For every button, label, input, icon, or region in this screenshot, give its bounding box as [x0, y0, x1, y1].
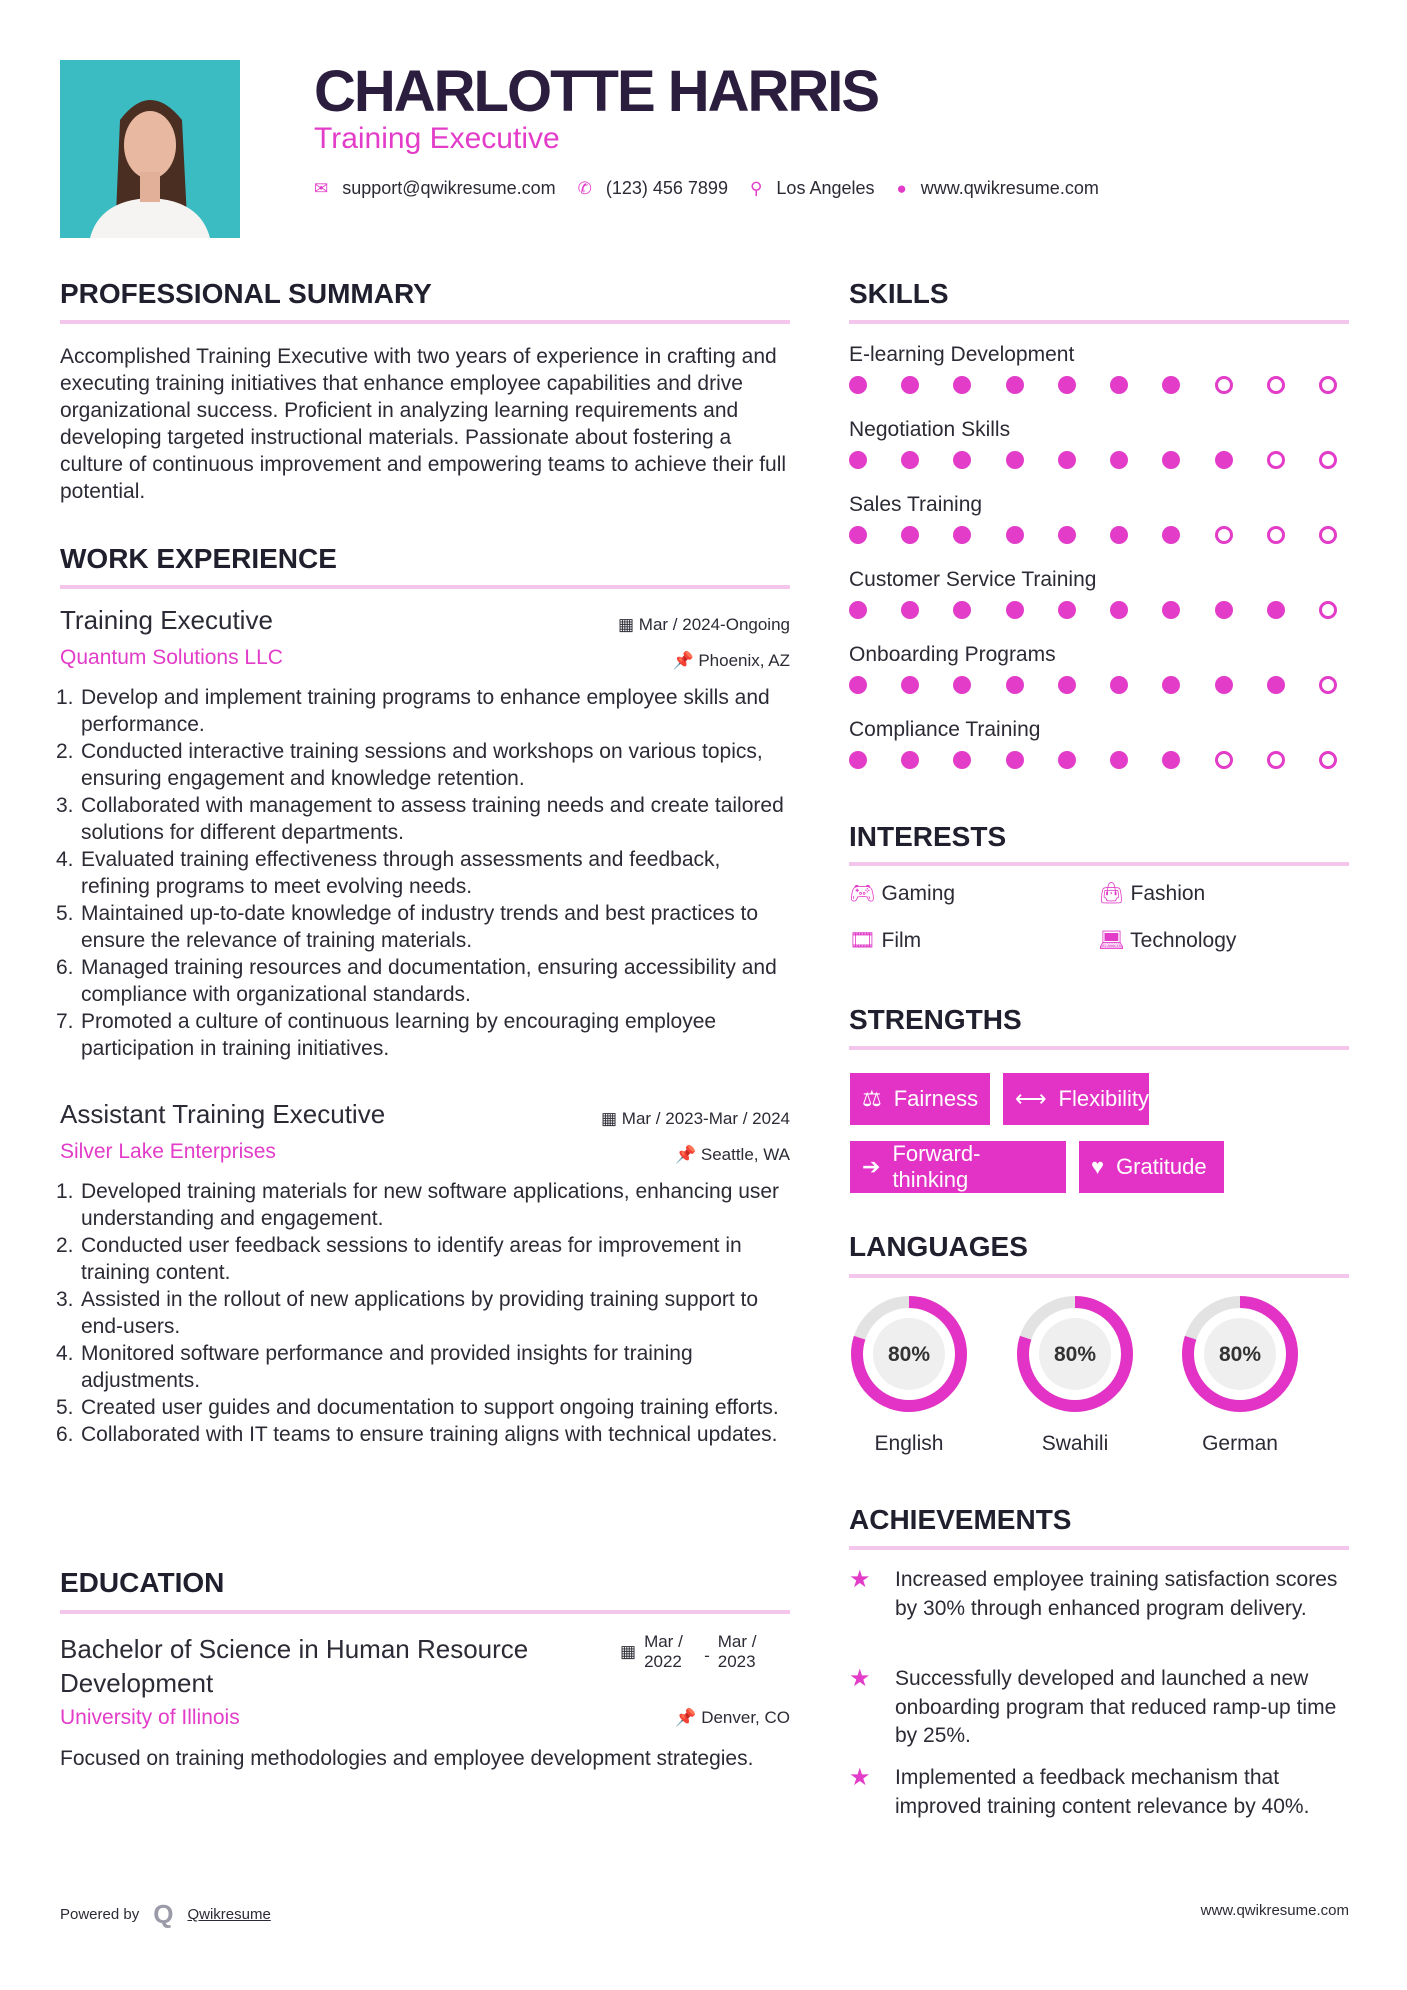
- interest-item: 🎞︎ Film: [849, 929, 922, 952]
- skill-name: Sales Training: [849, 493, 983, 516]
- job-duties: [56, 1178, 790, 1448]
- list-item: 1. Developed training materials for new software applications, enhancing user understanding and engagement.: [56, 1180, 780, 1230]
- skill-item: [849, 493, 1349, 568]
- rating-dot-filled: [1006, 601, 1024, 619]
- interest-item: 👜︎ Fashion: [1098, 882, 1206, 905]
- language-item: [848, 1293, 970, 1456]
- skill-name: E-learning Development: [849, 343, 1075, 366]
- rating-dot-filled: [1162, 676, 1180, 694]
- pushpin-icon: 📌: [674, 1145, 701, 1164]
- rating-dot-filled: [953, 451, 971, 469]
- job-entry: [56, 1099, 790, 1448]
- summary-text: Accomplished Training Executive with two years of experience in crafting and executing training initiatives that enhance employee capabilities and drive organizational success. Proficient in analyzing learning requirements and developing targeted instructional materials. Passionate about fostering a culture of continuous improvement and empowering teams to achieve their full potential.: [60, 345, 787, 503]
- contact-website[interactable]: www.qwikresume.com: [920, 178, 1099, 198]
- list-item: 1. Develop and implement training programs to enhance employee skills and performance.: [56, 686, 770, 736]
- calendar-icon: ▦: [618, 615, 639, 634]
- rating-dot-filled: [1058, 451, 1076, 469]
- skills-heading: SKILLS: [849, 278, 949, 309]
- skill-name: Compliance Training: [849, 718, 1041, 741]
- film-icon: 🎞︎: [849, 929, 876, 952]
- rating-dot-empty: [1215, 526, 1233, 544]
- rating-dot-empty: [1215, 751, 1233, 769]
- strength-badge: ⟷ Flexibility: [1003, 1073, 1149, 1125]
- language-progress-ring: [848, 1293, 970, 1415]
- skill-item: [849, 418, 1349, 493]
- rating-dot-filled: [849, 451, 867, 469]
- education-description: Focused on training methodologies and employee development strategies.: [60, 1747, 754, 1770]
- rating-dot-filled: [1058, 526, 1076, 544]
- rating-dot-filled: [901, 676, 919, 694]
- skill-rating: [849, 751, 1337, 769]
- language-percent: 80%: [1218, 1343, 1262, 1366]
- rating-dot-filled: [953, 676, 971, 694]
- strength-badge: ♥ Gratitude: [1079, 1141, 1224, 1193]
- rating-dot-filled: [1162, 451, 1180, 469]
- rating-dot-filled: [1006, 526, 1024, 544]
- job-location: 📌 Seattle, WA: [674, 1145, 790, 1164]
- candidate-name: CHARLOTTE HARRIS: [314, 59, 879, 124]
- rating-dot-filled: [953, 601, 971, 619]
- divider: [849, 1046, 1349, 1050]
- rating-dot-filled: [901, 451, 919, 469]
- job-duties: [56, 684, 790, 1062]
- language-name: Swahili: [1041, 1432, 1109, 1455]
- rating-dot-filled: [849, 526, 867, 544]
- rating-dot-filled: [1006, 451, 1024, 469]
- rating-dot-filled: [953, 376, 971, 394]
- languages-heading: LANGUAGES: [849, 1231, 1028, 1262]
- qwikresume-logo-icon: Q: [153, 1899, 174, 1929]
- rating-dot-filled: [1058, 676, 1076, 694]
- job-title: Assistant Training Executive: [60, 1099, 386, 1129]
- rating-dot-filled: [1215, 601, 1233, 619]
- skills-list: [849, 343, 1349, 793]
- rating-dot-filled: [953, 751, 971, 769]
- contact-location: Los Angeles: [776, 178, 875, 198]
- qwikresume-link[interactable]: Qwikresume: [187, 1906, 271, 1923]
- rating-dot-filled: [1162, 376, 1180, 394]
- list-item: 2. Conducted user feedback sessions to identify areas for improvement in training content.: [56, 1234, 742, 1284]
- rating-dot-filled: [1110, 751, 1128, 769]
- pushpin-icon: 📌: [675, 1708, 702, 1727]
- skill-rating: [849, 376, 1337, 394]
- interests-heading: INTERESTS: [849, 821, 1007, 852]
- rating-dot-empty: [1267, 751, 1285, 769]
- skill-name: Onboarding Programs: [849, 643, 1056, 666]
- list-item: 5. Created user guides and documentation to support ongoing training efforts.: [56, 1396, 779, 1419]
- strength-badge: ⚖ Fairness: [850, 1073, 990, 1125]
- pushpin-icon: 📌: [672, 651, 699, 670]
- rating-dot-empty: [1319, 601, 1337, 619]
- rating-dot-filled: [849, 676, 867, 694]
- divider: [849, 1546, 1349, 1550]
- skill-item: [849, 568, 1349, 643]
- rating-dot-empty: [1267, 376, 1285, 394]
- strength-badge: ➔ Forward-thinking: [850, 1141, 1066, 1193]
- achievement-item: ★ Implemented a feedback mechanism that improved training content relevance by 40%.: [849, 1764, 1310, 1818]
- rating-dot-filled: [953, 526, 971, 544]
- education-dates: ▦ Mar / 2022 - Mar / 2023: [620, 1632, 757, 1671]
- rating-dot-filled: [1267, 601, 1285, 619]
- skill-item: [849, 643, 1349, 718]
- job-location: 📌 Phoenix, AZ: [672, 651, 790, 670]
- education-location: 📌 Denver, CO: [675, 1708, 790, 1727]
- job-dates: ▦ Mar / 2024-Ongoing: [618, 615, 790, 634]
- rating-dot-filled: [849, 376, 867, 394]
- experience-heading: WORK EXPERIENCE: [60, 543, 337, 574]
- language-progress-ring: [1014, 1293, 1136, 1415]
- company-name: Quantum Solutions LLC: [60, 646, 283, 669]
- balance-scale-icon: ⚖: [862, 1086, 882, 1111]
- company-name: Silver Lake Enterprises: [60, 1140, 276, 1163]
- rating-dot-filled: [849, 601, 867, 619]
- rating-dot-empty: [1319, 526, 1337, 544]
- degree-title: Bachelor of Science in Human Resource Development: [60, 1634, 529, 1698]
- list-item: 7. Promoted a culture of continuous learning by encouraging employee participation in training initiatives.: [56, 1010, 717, 1060]
- rating-dot-filled: [1162, 601, 1180, 619]
- language-percent: 80%: [1053, 1343, 1097, 1366]
- rating-dot-filled: [1162, 751, 1180, 769]
- contact-email[interactable]: support@qwikresume.com: [342, 178, 556, 198]
- skill-rating: [849, 451, 1337, 469]
- star-icon: ★: [849, 1764, 871, 1791]
- skill-rating: [849, 526, 1337, 544]
- profile-photo: [60, 60, 240, 238]
- job-title: Training Executive: [60, 605, 273, 635]
- interest-item: 💻︎ Technology: [1098, 929, 1237, 952]
- contact-phone[interactable]: (123) 456 7899: [605, 178, 728, 198]
- job-dates: ▦ Mar / 2023-Mar / 2024: [601, 1109, 790, 1128]
- rating-dot-empty: [1267, 451, 1285, 469]
- rating-dot-filled: [901, 526, 919, 544]
- rating-dot-filled: [1006, 676, 1024, 694]
- divider: [60, 585, 790, 589]
- rating-dot-empty: [1319, 376, 1337, 394]
- summary-heading: PROFESSIONAL SUMMARY: [60, 278, 432, 309]
- globe-icon: ●: [896, 178, 907, 198]
- achievements-heading: ACHIEVEMENTS: [849, 1504, 1072, 1535]
- rating-dot-filled: [1267, 676, 1285, 694]
- rating-dot-filled: [1110, 376, 1128, 394]
- divider: [60, 320, 790, 324]
- rating-dot-empty: [1215, 376, 1233, 394]
- list-item: 4. Evaluated training effectiveness through assessments and feedback, refining programs to meet evolving needs.: [56, 848, 721, 898]
- gamepad-icon: 🎮︎: [849, 882, 876, 905]
- contact-bar: [314, 178, 1121, 199]
- calendar-icon: ▦: [601, 1109, 622, 1128]
- rating-dot-filled: [1110, 676, 1128, 694]
- rating-dot-empty: [1319, 751, 1337, 769]
- star-icon: ★: [849, 1665, 871, 1692]
- skill-name: Customer Service Training: [849, 568, 1097, 591]
- school-name: University of Illinois: [60, 1706, 240, 1729]
- skill-rating: [849, 676, 1337, 694]
- job-entry: [56, 605, 790, 1062]
- rating-dot-filled: [1162, 526, 1180, 544]
- rating-dot-filled: [901, 751, 919, 769]
- list-item: 4. Monitored software performance and provided insights for training adjustments.: [56, 1342, 693, 1392]
- rating-dot-filled: [1058, 751, 1076, 769]
- achievement-item: ★ Successfully developed and launched a new onboarding program that reduced ramp-up time by 25%.: [849, 1665, 1337, 1747]
- rating-dot-filled: [1110, 451, 1128, 469]
- skill-item: [849, 343, 1349, 418]
- divider: [60, 1610, 790, 1614]
- rating-dot-filled: [901, 376, 919, 394]
- candidate-title: Training Executive: [314, 122, 560, 155]
- skill-item: [849, 718, 1349, 793]
- laptop-icon: 💻︎: [1098, 929, 1125, 952]
- language-item: [1179, 1293, 1301, 1456]
- calendar-icon: ▦: [620, 1642, 637, 1661]
- divider: [849, 1274, 1349, 1278]
- phone-icon: ✆: [577, 178, 592, 198]
- language-name: English: [874, 1432, 944, 1455]
- arrow-right-icon: ➔: [862, 1154, 881, 1179]
- arrows-h-icon: ⟷: [1015, 1086, 1047, 1111]
- list-item: 3. Assisted in the rollout of new applications by providing training support to end-users.: [56, 1288, 759, 1338]
- shopping-bag-icon: 👜︎: [1098, 882, 1125, 905]
- language-item: [1014, 1293, 1136, 1456]
- language-name: German: [1202, 1432, 1278, 1455]
- map-marker-icon: ⚲: [749, 178, 763, 198]
- divider: [849, 862, 1349, 866]
- list-item: 5. Maintained up-to-date knowledge of industry trends and best practices to ensure the relevance of training materials.: [56, 902, 759, 952]
- divider: [849, 320, 1349, 324]
- strengths-heading: STRENGTHS: [849, 1004, 1022, 1035]
- education-heading: EDUCATION: [60, 1567, 225, 1598]
- list-item: 2. Conducted interactive training sessions and workshops on various topics, ensuring engagement and knowledge retention.: [56, 740, 763, 790]
- rating-dot-filled: [1058, 601, 1076, 619]
- rating-dot-filled: [1215, 451, 1233, 469]
- list-item: 3. Collaborated with management to assess training needs and create tailored solutions for different departments.: [56, 794, 784, 844]
- language-percent: 80%: [887, 1343, 931, 1366]
- list-item: 6. Collaborated with IT teams to ensure training aligns with technical updates.: [56, 1423, 778, 1446]
- rating-dot-filled: [1006, 751, 1024, 769]
- envelope-icon: ✉: [314, 178, 329, 198]
- interest-item: 🎮︎ Gaming: [849, 882, 956, 905]
- rating-dot-empty: [1267, 526, 1285, 544]
- rating-dot-filled: [1058, 376, 1076, 394]
- language-progress-ring: [1179, 1293, 1301, 1415]
- list-item: 6. Managed training resources and documentation, ensuring accessibility and compliance with organizational standards.: [56, 956, 777, 1006]
- skill-name: Negotiation Skills: [849, 418, 1011, 441]
- rating-dot-filled: [901, 601, 919, 619]
- star-icon: ★: [849, 1566, 871, 1593]
- rating-dot-filled: [849, 751, 867, 769]
- footer-website[interactable]: www.qwikresume.com: [1200, 1902, 1349, 1919]
- rating-dot-filled: [1110, 526, 1128, 544]
- rating-dot-filled: [1110, 601, 1128, 619]
- rating-dot-empty: [1319, 451, 1337, 469]
- rating-dot-filled: [1006, 376, 1024, 394]
- skill-rating: [849, 601, 1337, 619]
- achievement-item: ★ Increased employee training satisfaction scores by 30% through enhanced program delivery.: [849, 1566, 1338, 1620]
- rating-dot-empty: [1319, 676, 1337, 694]
- footer-branding: Powered by Q Qwikresume: [60, 1899, 271, 1929]
- heart-icon: ♥: [1091, 1154, 1105, 1179]
- rating-dot-filled: [1215, 676, 1233, 694]
